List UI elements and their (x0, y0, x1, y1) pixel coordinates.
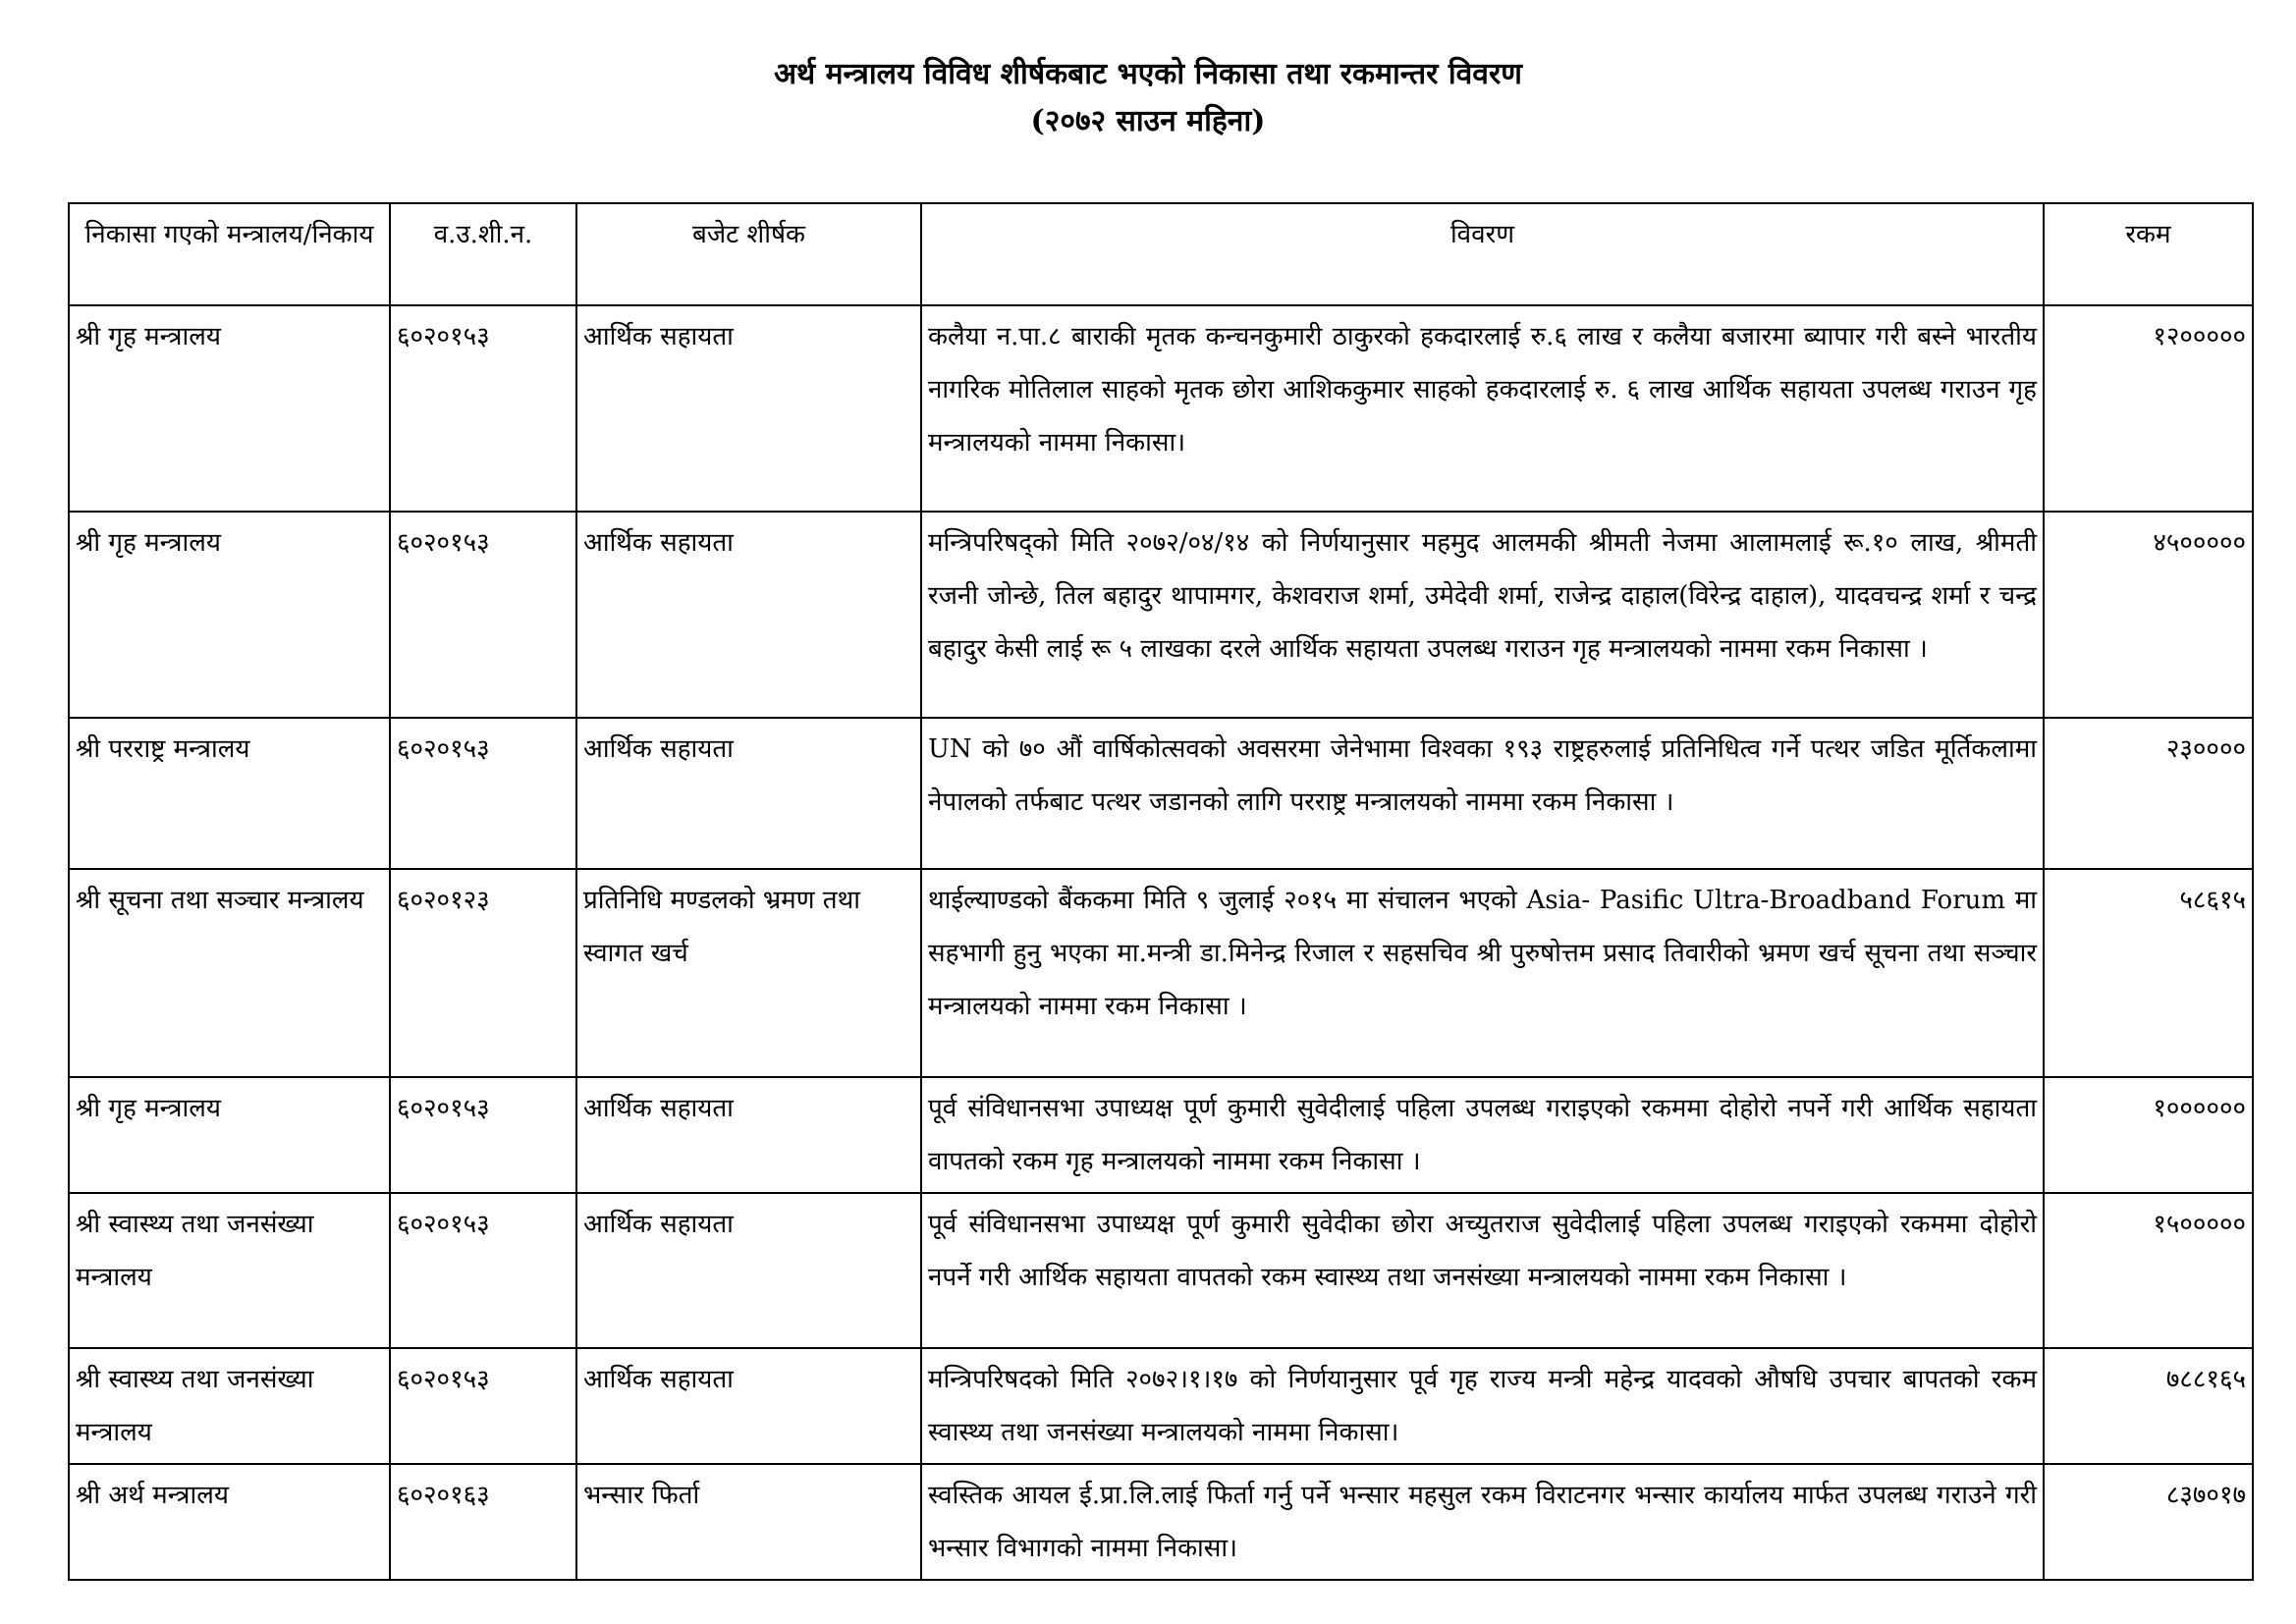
code-cell: ६०२०१५३ (390, 1348, 576, 1464)
budget-head-cell: प्रतिनिधि मण्डलको भ्रमण तथा स्वागत खर्च (576, 869, 921, 1077)
ministry-cell: श्री गृह मन्त्रालय (69, 512, 390, 718)
ministry-cell: श्री गृह मन्त्रालय (69, 305, 390, 512)
budget-head-cell: आर्थिक सहायता (576, 1348, 921, 1464)
table-row (69, 1348, 2253, 1464)
amount-cell: ४५००००० (2044, 512, 2253, 718)
description-cell: मन्त्रिपरिषद्को मिति २०७२/०४/१४ को निर्णयानुसार महमुद आलमकी श्रीमती नेजमा आलामलाई रू.१० लाख, श्रीमती रजनी जोन्छे, तिल बहादुर थापामगर, केशवराज शर्मा, उमेदेवी शर्मा, राजेन्द्र दाहाल(विरेन्द्र दाहाल), यादवचन्द्र शर्मा र चन्द्र बहादुर केसी लाई रू ५ लाखका दरले आर्थिक सहायता उपलब्ध गराउन गृह मन्त्रालयको नाममा रकम निकासा । (921, 512, 2044, 718)
disbursement-table (68, 202, 2254, 1581)
description-cell: थाईल्याण्डको बैंककमा मिति ९ जुलाई २०१५ मा संचालन भएको Asia- Pasific Ultra-Broadband Forum मा सहभागी हुनु भएका मा.मन्त्री डा.मिनेन्द्र रिजाल र सहसचिव श्री पुरुषोत्तम प्रसाद तिवारीको भ्रमण खर्च सूचना तथा सञ्चार मन्त्रालयको नाममा रकम निकासा । (921, 869, 2044, 1077)
budget-head-cell: आर्थिक सहायता (576, 1077, 921, 1193)
code-cell: ६०२०१६३ (390, 1464, 576, 1580)
amount-cell: १२००००० (2044, 305, 2253, 512)
description-cell: UN को ७० औं वार्षिकोत्सवको अवसरमा जेनेभामा विश्वका १९३ राष्ट्रहरुलाई प्रतिनिधित्व गर्ने पत्थर जडित मूर्तिकलामा नेपालको तर्फबाट पत्थर जडानको लागि परराष्ट्र मन्त्रालयको नाममा रकम निकासा । (921, 718, 2044, 869)
amount-cell: २३०००० (2044, 718, 2253, 869)
table-row (69, 512, 2253, 718)
report-subtitle: (२०७२ साउन महिना) (1030, 104, 1266, 138)
table-row (69, 305, 2253, 512)
ministry-cell: श्री गृह मन्त्रालय (69, 1077, 390, 1193)
amount-cell: १५००००० (2044, 1193, 2253, 1348)
report-title: अर्थ मन्त्रालय विविध शीर्षकबाट भएको निकासा तथा रकमान्तर विवरण (774, 57, 1522, 91)
description-cell: पूर्व संविधानसभा उपाध्यक्ष पूर्ण कुमारी सुवेदीका छोरा अच्युतराज सुवेदीलाई पहिला उपलब्ध गराइएको रकममा दोहोरो नपर्ने गरी आर्थिक सहायता वापतको रकम स्वास्थ्य तथा जनसंख्या मन्त्रालयको नाममा रकम निकासा । (921, 1193, 2044, 1348)
ministry-cell: श्री स्वास्थ्य तथा जनसंख्या मन्त्रालय (69, 1193, 390, 1348)
budget-head-cell: आर्थिक सहायता (576, 512, 921, 718)
budget-head-cell: भन्सार फिर्ता (576, 1464, 921, 1580)
table-row (69, 1077, 2253, 1193)
description-cell: मन्त्रिपरिषदको मिति २०७२।१।१७ को निर्णयानुसार पूर्व गृह राज्य मन्त्री महेन्द्र यादवको औषधि उपचार बापतको रकम स्वास्थ्य तथा जनसंख्या मन्त्रालयको नाममा निकासा। (921, 1348, 2044, 1464)
table-row (69, 869, 2253, 1077)
code-cell: ६०२०१५३ (390, 512, 576, 718)
amount-cell: ७८८१६५ (2044, 1348, 2253, 1464)
code-cell: ६०२०१५३ (390, 718, 576, 869)
table-row (69, 1464, 2253, 1580)
header-amount: रकम (2044, 203, 2253, 305)
budget-head-cell: आर्थिक सहायता (576, 1193, 921, 1348)
ministry-cell: श्री सूचना तथा सञ्चार मन्त्रालय (69, 869, 390, 1077)
amount-cell: १०००००० (2044, 1077, 2253, 1193)
header-description: विवरण (921, 203, 2044, 305)
amount-cell: ५८६१५ (2044, 869, 2253, 1077)
budget-head-cell: आर्थिक सहायता (576, 305, 921, 512)
header-code: व.उ.शी.न. (390, 203, 576, 305)
ministry-cell: श्री स्वास्थ्य तथा जनसंख्या मन्त्रालय (69, 1348, 390, 1464)
amount-cell: ८३७०१७ (2044, 1464, 2253, 1580)
budget-head-cell: आर्थिक सहायता (576, 718, 921, 869)
table-row (69, 718, 2253, 869)
report-heading (0, 51, 2296, 145)
description-cell: कलैया न.पा.८ बाराकी मृतक कन्चनकुमारी ठाकुरको हकदारलाई रु.६ लाख र कलैया बजारमा ब्यापार गरी बस्ने भारतीय नागरिक मोतिलाल साहको मृतक छोरा आशिककुमार साहको हकदारलाई रु. ६ लाख आर्थिक सहायता उपलब्ध गराउन गृह मन्त्रालयको नाममा निकासा। (921, 305, 2044, 512)
code-cell: ६०२०१२३ (390, 869, 576, 1077)
description-cell: पूर्व संविधानसभा उपाध्यक्ष पूर्ण कुमारी सुवेदीलाई पहिला उपलब्ध गराइएको रकममा दोहोरो नपर्ने गरी आर्थिक सहायता वापतको रकम गृह मन्त्रालयको नाममा रकम निकासा । (921, 1077, 2044, 1193)
code-cell: ६०२०१५३ (390, 305, 576, 512)
header-budget-head: बजेट शीर्षक (576, 203, 921, 305)
description-cell: स्वस्तिक आयल ई.प्रा.लि.लाई फिर्ता गर्नु पर्ने भन्सार महसुल रकम विराटनगर भन्सार कार्यालय मार्फत उपलब्ध गराउने गरी भन्सार विभागको नाममा निकासा। (921, 1464, 2044, 1580)
header-row (69, 203, 2253, 305)
code-cell: ६०२०१५३ (390, 1193, 576, 1348)
ministry-cell: श्री परराष्ट्र मन्त्रालय (69, 718, 390, 869)
ministry-cell: श्री अर्थ मन्त्रालय (69, 1464, 390, 1580)
code-cell: ६०२०१५३ (390, 1077, 576, 1193)
header-ministry: निकासा गएको मन्त्रालय/निकाय (69, 203, 390, 305)
table-row (69, 1193, 2253, 1348)
